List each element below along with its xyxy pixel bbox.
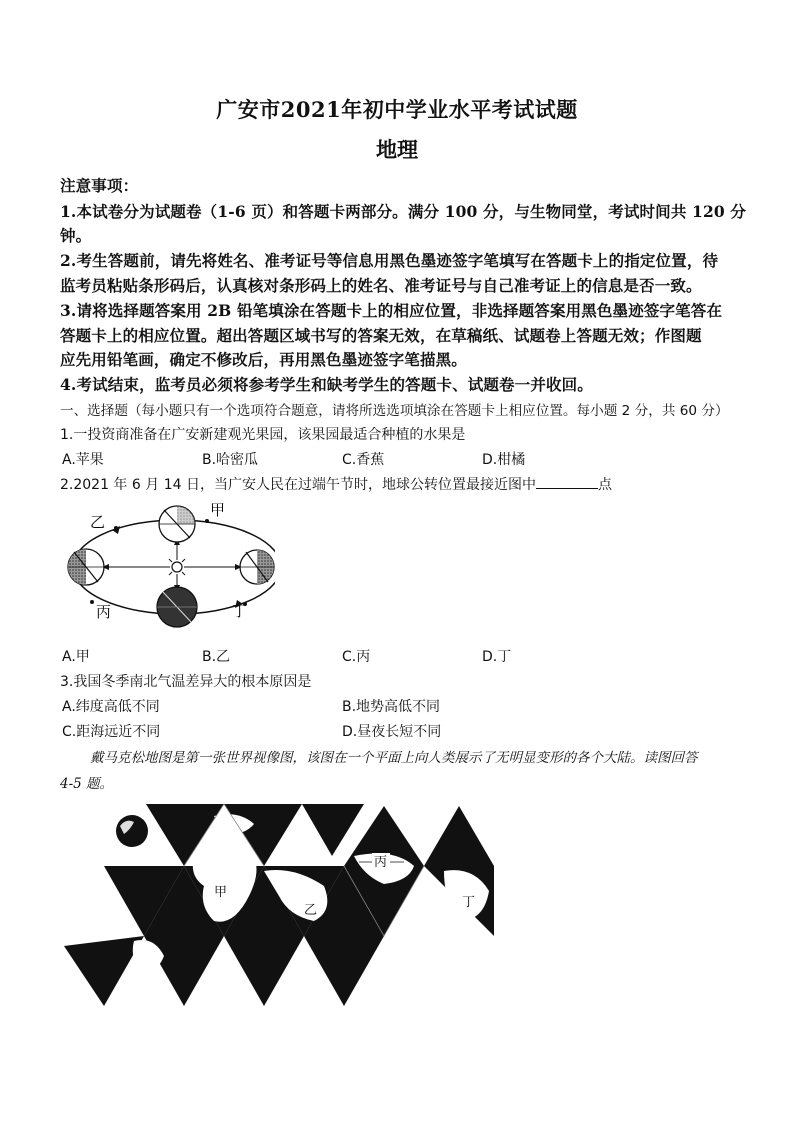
section-heading: 一、选择题（每小题只有一个选项符合题意，请将所选选项填涂在答题卡上相应位置。每小题 2 分，共 60 分） [60,403,729,419]
q2-option-a[interactable]: A.甲 [62,649,90,665]
q3-option-c[interactable]: C.距海远近不同 [62,724,161,740]
notice-item-3-line-2: 答题卡上的相应位置。超出答题区域书写的答案无效，在草稿纸、试题卷上答题无效；作图题 [60,326,702,345]
map-label-jia: 甲 [214,885,228,900]
notice-item-4: 4.考试结束，监考员必须将参考学生和缺考学生的答题卡、试题卷一并收回。 [60,375,593,394]
notice-item-2-line-2: 监考员粘贴条形码后，认真核对条形码上的姓名、准考证号与自己准考证上的信息是否一致。 [60,276,702,295]
notice-item-3-line-3: 应先用铅笔画，确定不修改后，再用黑色墨迹签字笔描黑。 [60,350,467,369]
map-label-ding: 丁 [462,895,476,910]
notice-item-1-line-2: 钟。 [60,226,92,245]
earth-top-icon [159,506,195,542]
passage-line-2: 4-5 题。 [60,776,114,792]
map-label-bing: 丙 [374,855,388,870]
earth-right-icon [240,550,274,584]
q2-stem-tail: 点 [597,477,612,493]
q1-option-a[interactable]: A.苹果 [62,452,104,468]
q2-option-c[interactable]: C.丙 [342,649,371,665]
exam-subject: 地理 [376,137,418,162]
orbit-label-jia: 甲 [210,501,226,519]
passage-line-1: 戴马克松地图是第一张世界视像图，该图在一个平面上向人类展示了无明显变形的各个大陆。读图回答 [90,750,698,766]
orbit-label-bing: 丙 [96,603,112,621]
question-3-stem: 3.我国冬季南北气温差异大的根本原因是 [60,674,312,690]
earth-orbit-diagram [60,500,275,635]
q3-option-d[interactable]: D.昼夜长短不同 [342,724,442,740]
q2-option-b[interactable]: B.乙 [202,649,231,665]
q3-option-a[interactable]: A.纬度高低不同 [62,699,160,715]
notice-item-1-line-1: 1.本试卷分为试题卷（1-6 页）和答题卡两部分。满分 100 分，与生物同堂，考试时间共 120 分 [60,202,747,221]
q2-option-d[interactable]: D.丁 [482,649,512,665]
earth-bottom-icon [157,587,197,627]
q1-option-d[interactable]: D.柑橘 [482,452,526,468]
q2-answer-blank[interactable] [536,476,598,489]
notice-item-2-line-1: 2.考生答题前，请先将姓名、准考证号等信息用黑色墨迹签字笔填写在答题卡上的指定位置，待 [60,251,719,270]
q2-stem-text: 2.2021 年 6 月 14 日，当广安人民在过端午节时，地球公转位置最接近图中 [60,477,536,493]
q3-option-b[interactable]: B.地势高低不同 [342,699,441,715]
notice-item-3-line-1: 3.请将选择题答案用 2B 铅笔填涂在答题卡上的相应位置，非选择题答案用黑色墨迹签字笔答在 [60,301,723,320]
question-2-stem [60,474,736,494]
globe-icon [116,815,148,847]
map-label-yi: 乙 [304,903,318,918]
q1-option-c[interactable]: C.香蕉 [342,452,385,468]
question-1-stem: 1.一投资商准备在广安新建观光果园，该果园最适合种植的水果是 [60,427,466,443]
q1-option-b[interactable]: B.哈密瓜 [202,452,259,468]
orbit-label-ding: 丁 [232,602,248,620]
notice-heading: 注意事项： [60,176,139,195]
sun-icon [166,556,188,578]
exam-title: 广安市2021年初中学业水平考试试题 [216,97,578,122]
orbit-label-yi: 乙 [90,513,106,531]
earth-left-icon [68,549,104,585]
dymaxion-map [64,796,504,1010]
